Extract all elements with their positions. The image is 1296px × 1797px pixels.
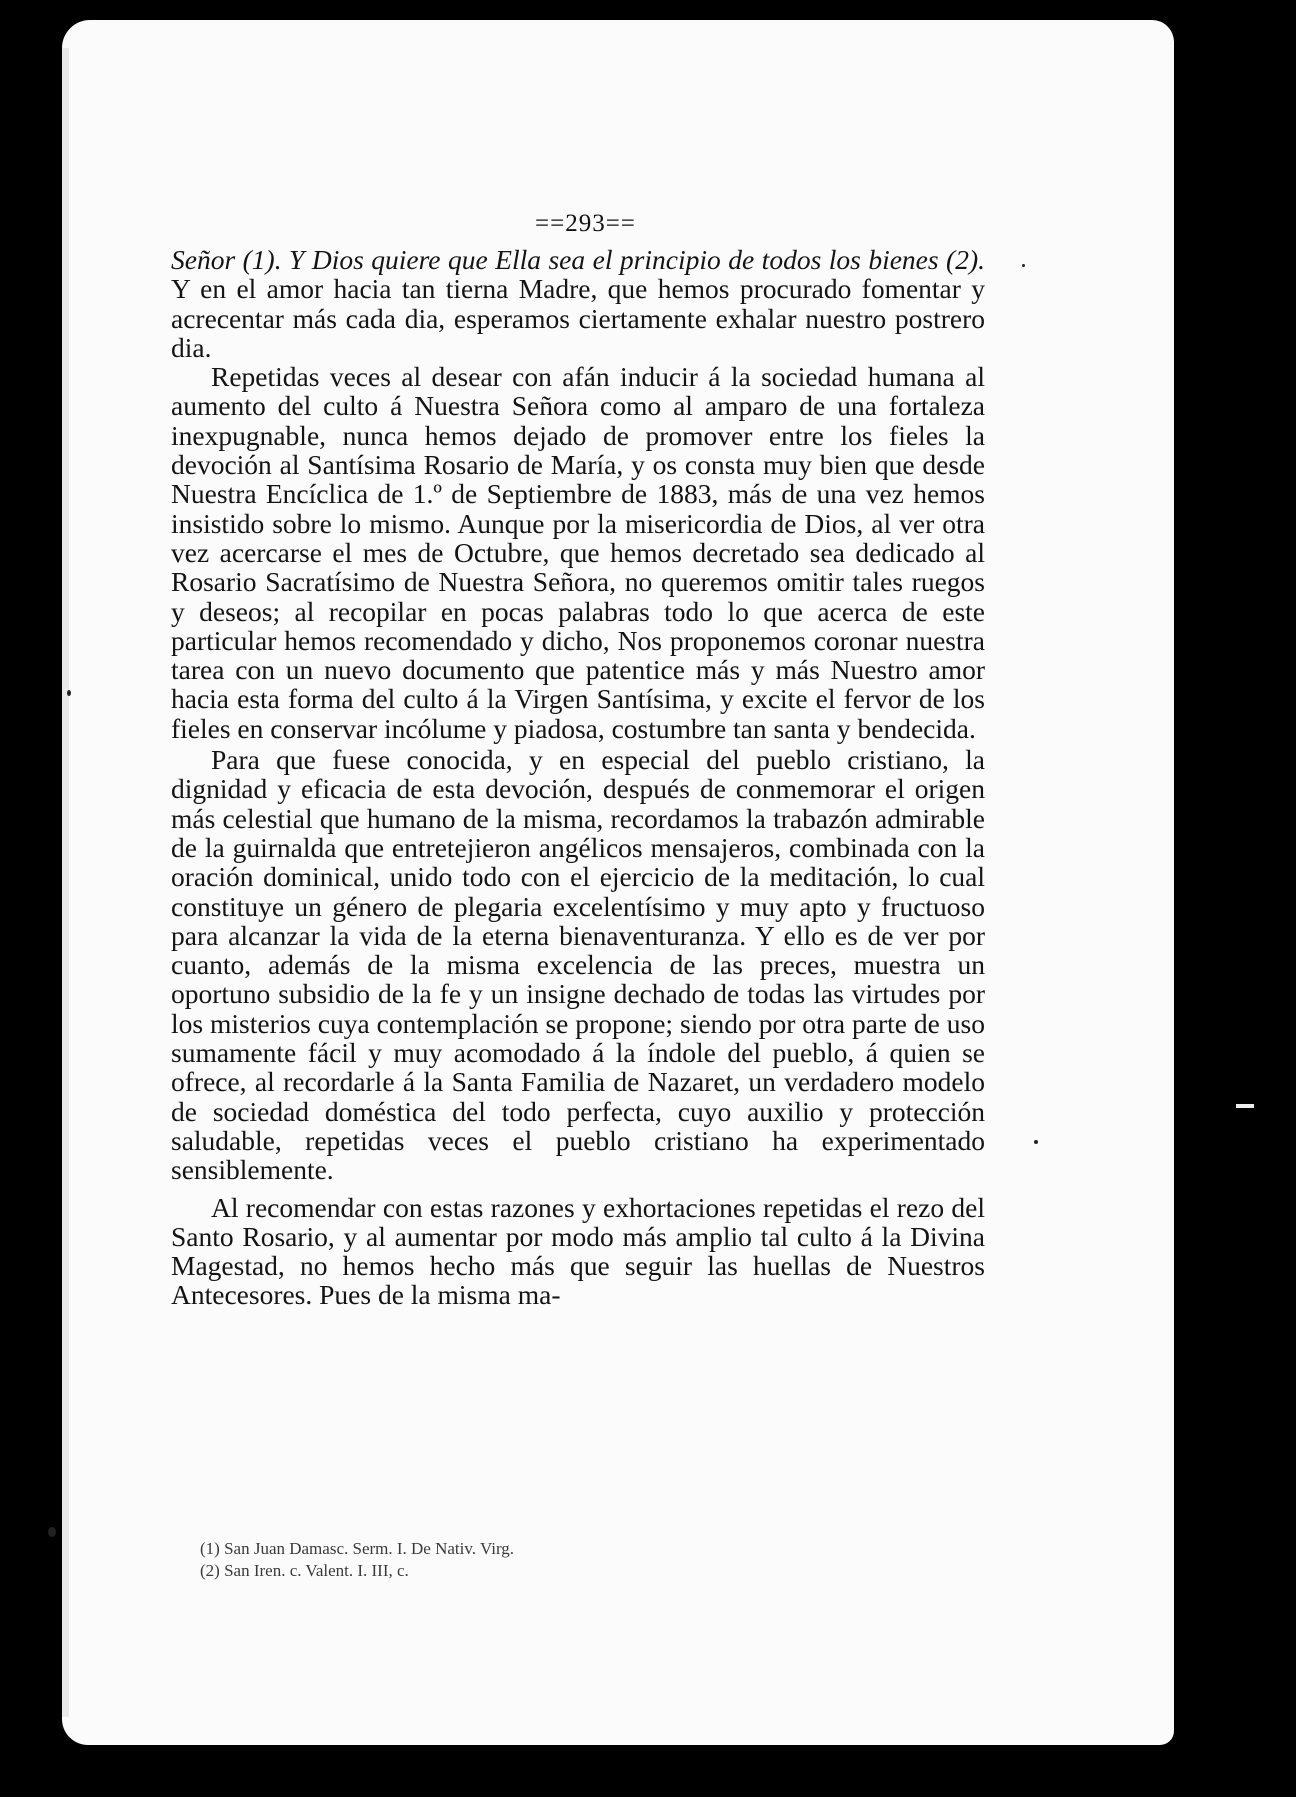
scan-speck: [67, 690, 71, 696]
page-edge-shadow: [62, 48, 69, 1717]
scan-speck: [48, 1527, 56, 1537]
scan-speck: [1034, 1140, 1038, 1144]
paragraph: Para que fuese conocida, y en especial del pueblo cristiano, la dignidad y eficacia de esta devoción, después de conmemorar el origen más celestial que humano de la misma, recordamos la trabazón admirable de la guirnalda que entretejieron angélicos mensajeros, combinada con la oración dominical, unido todo con el ejercicio de la meditación, lo cual constituye un género de plegaria excelentísimo y muy apto y fructuoso para alcanzar la vida de la eterna bienaventuranza. Y ello es de ver por cuanto, además de la misma excelencia de las preces, muestra un oportuno subsidio de la fe y un insigne dechado de todas las virtudes por los misterios cuya contemplación se propone; siendo por otra parte de uso sumamente fácil y muy acomodado á la índole del pueblo, á quien se ofrece, al recordarle á la Santa Familia de Nazaret, un verdadero modelo de sociedad doméstica del todo perfecta, cuyo auxilio y protección saludable, repetidas veces el pueblo cristiano ha experimentado sensiblemente.: [171, 744, 985, 1186]
paragraph: Repetidas veces al desear con afán inducir á la sociedad humana al aumento del culto á Nuestra Señora como al amparo de una fortaleza inexpugnable, nunca hemos dejado de promover entre los fieles la devoción al Santísima Rosario de María, y os consta muy bien que desde Nuestra Encíclica de 1.º de Septiembre de 1883, más de una vez hemos insistido sobre lo mismo. Aunque por la misericordia de Dios, al ver otra vez acercarse el mes de Octubre, que hemos decretado sea dedicado al Rosario Sacratísimo de Nuestra Señora, no queremos omitir tales ruegos y deseos; al recopilar en pocas palabras todo lo que acerca de este particular hemos recomendado y dicho, Nos proponemos coronar nuestra tarea con un nuevo documento que patentice más y más Nuestro amor hacia esta forma del culto á la Virgen Santísima, y excite el fervor de los fieles en conservar incólume y piadosa, costumbre tan santa y bendecida.: [171, 361, 985, 744]
scan-mark: [1236, 1104, 1254, 1108]
paragraph: Al recomendar con estas razones y exhortaciones repetidas el rezo del Santo Rosario, y al aumentar por modo más amplio tal culto á la Divina Magestad, no hemos hecho más que seguir las huellas de Nuestros Antecesores. Pues de la misma ma-: [171, 1191, 985, 1311]
italic-run: Señor (1). Y Dios quiere que Ella sea el principio de todos los bienes (2).: [171, 244, 985, 275]
footnote: (1) San Juan Damasc. Serm. I. De Nativ. Virg.: [200, 1539, 515, 1558]
footnote: (2) San Iren. c. Valent. I. III, c.: [200, 1561, 409, 1580]
scan-speck: [1022, 264, 1025, 267]
footnotes: [200, 1538, 760, 1582]
text-run: Y en el amor hacia tan tierna Madre, que hemos procurado fomentar y acrecentar más cada dia, esperamos ciertamente exhalar nuestro postrero dia.: [171, 273, 985, 363]
paragraph: [171, 245, 985, 362]
page-number: ==293==: [535, 210, 636, 237]
body-text: [171, 245, 985, 1310]
